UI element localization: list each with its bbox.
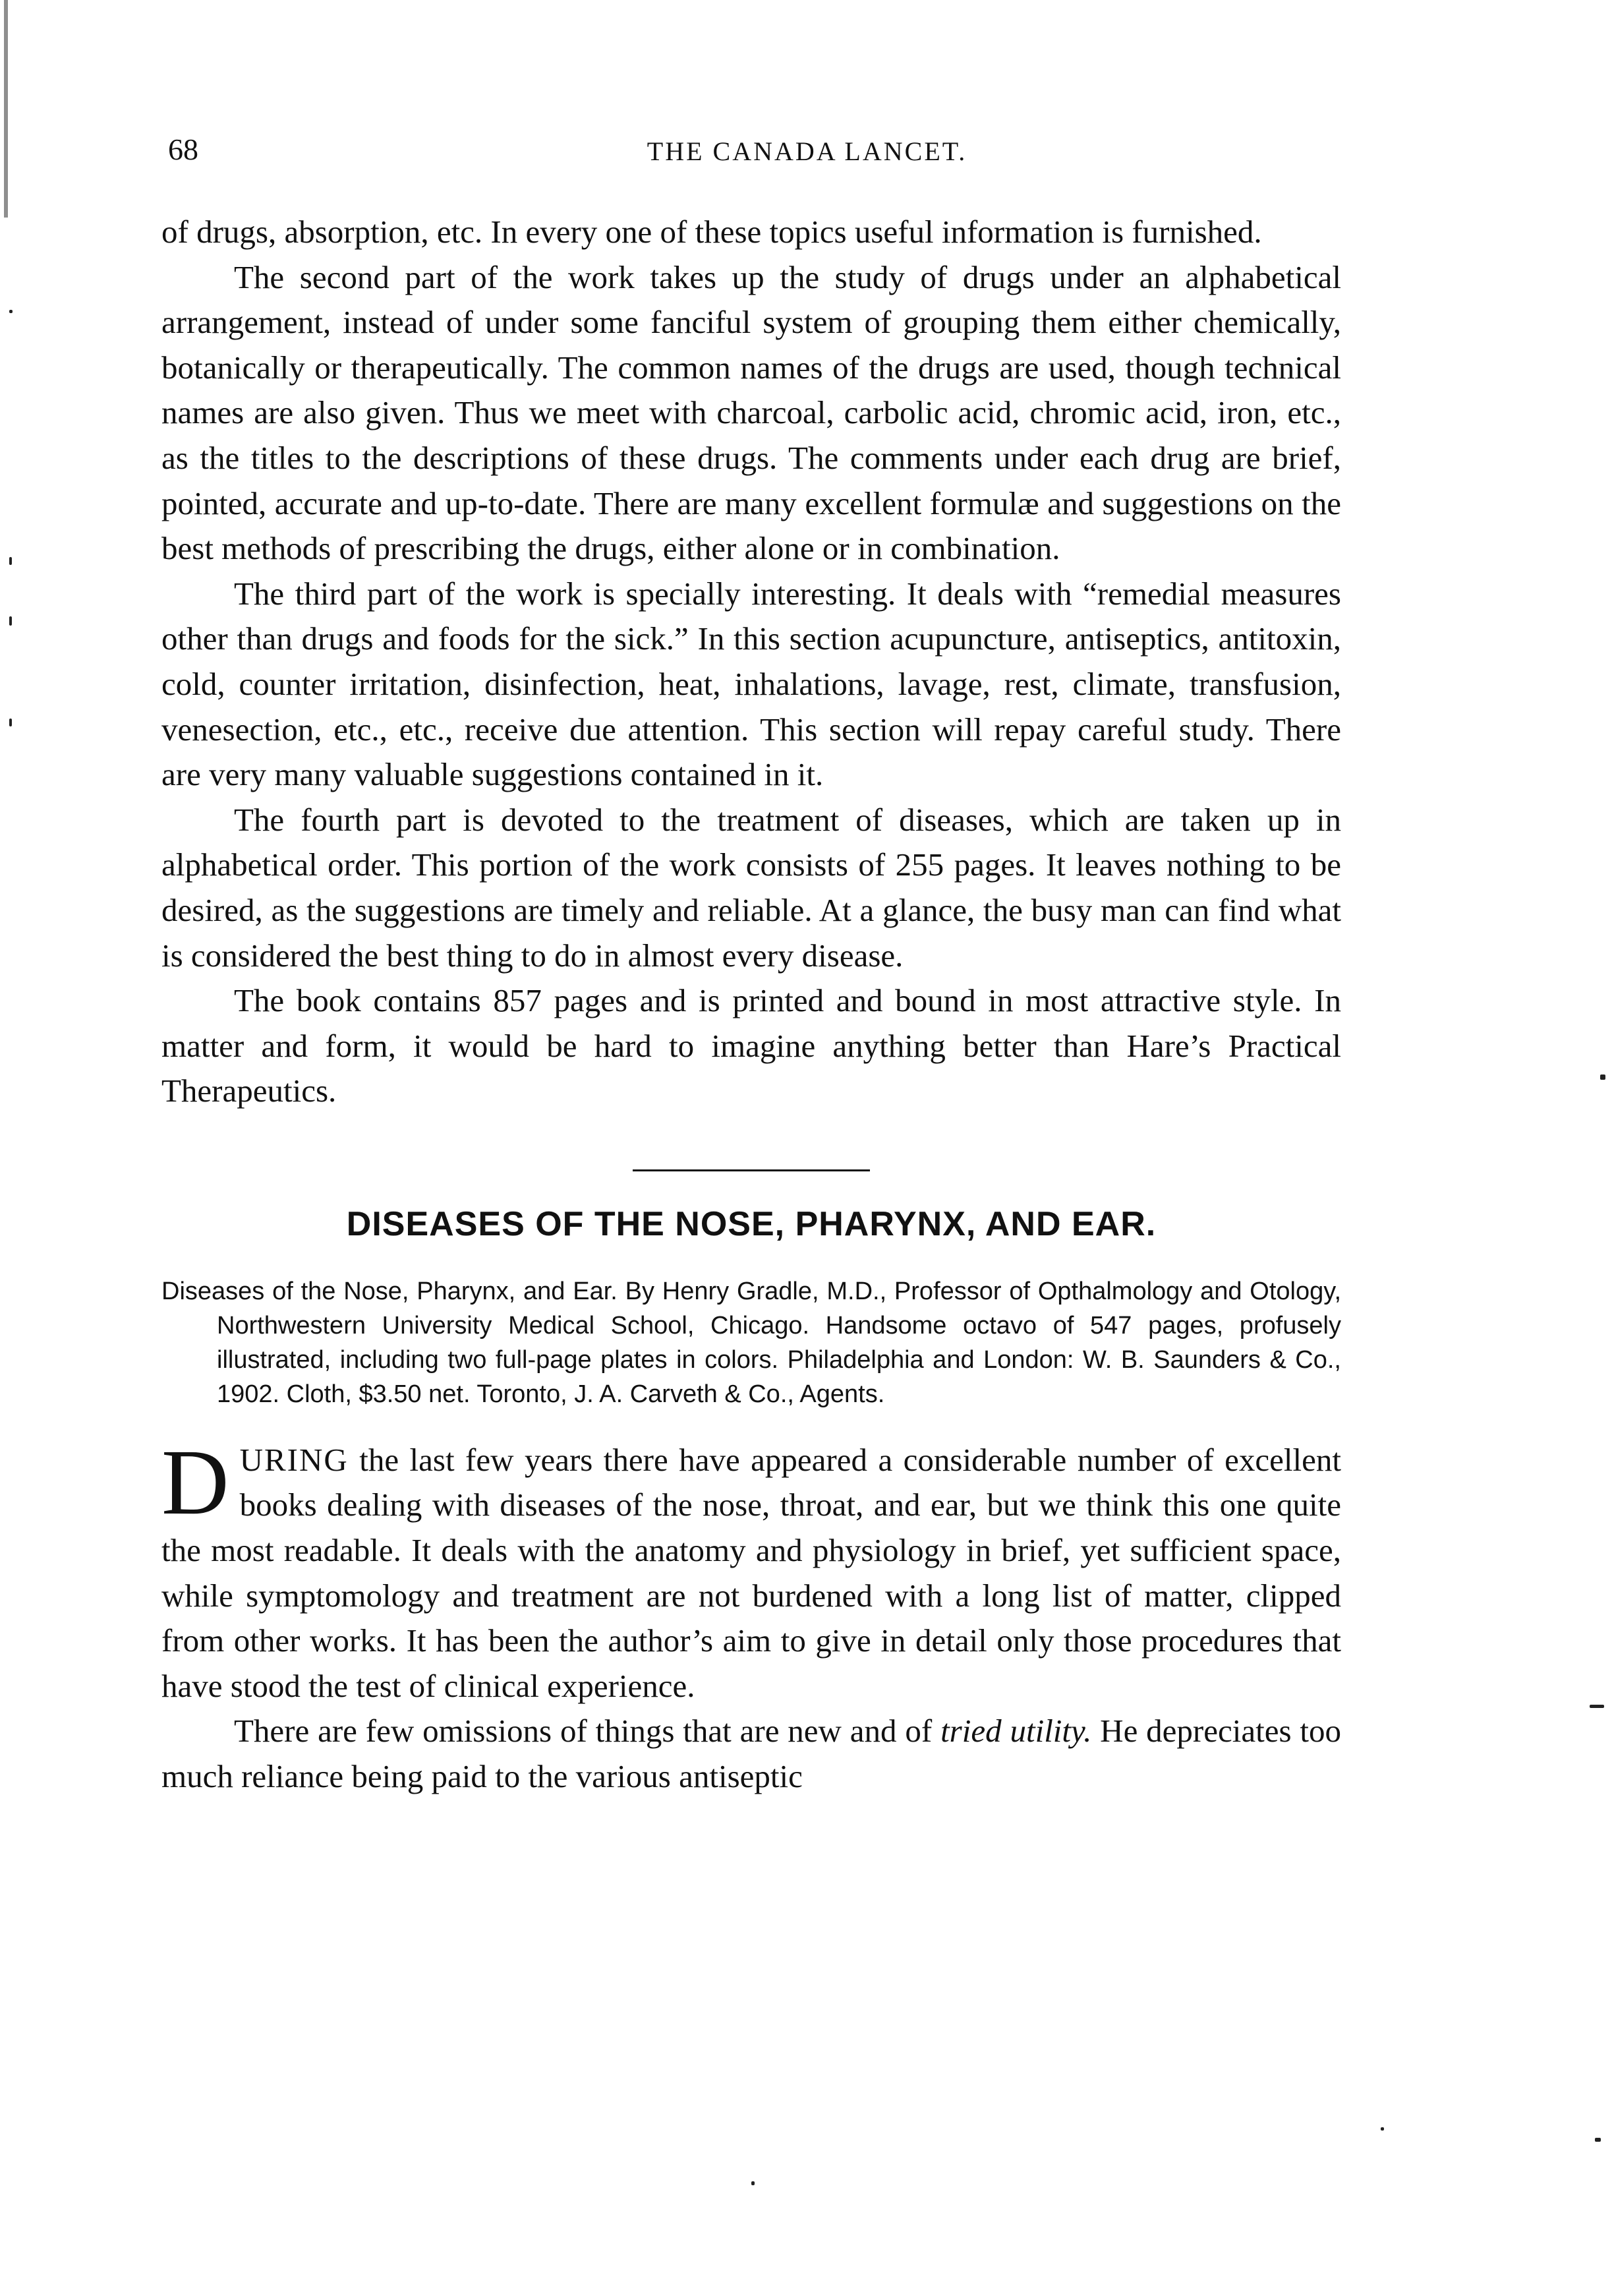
opening-word: URING xyxy=(239,1441,349,1478)
margin-speck xyxy=(1600,1074,1605,1080)
paragraph: of drugs, absorption, etc. In every one of these topics useful information is furnished. xyxy=(161,214,1262,250)
paragraph: The fourth part is devoted to the treatment of diseases, which are taken up in alphabetical order. This portion of the work consists of 255 pages. It leaves nothing to be desired, as the suggestions are timely and reliable. At a glance, the busy man can find what is considered the best thing to do in almost every disease. xyxy=(161,801,1341,974)
opening-paragraph xyxy=(161,1429,1341,1709)
paragraph: The third part of the work is specially interesting. It deals with “remedial measures other than drugs and foods for the sick.” In this section acupuncture, antiseptics, antitoxin, cold, counter irritation, disinfection, heat, inhalations, lavage, rest, climate, transfusion, venesection, etc., etc., receive due attention. This section will repay careful study. There are very many valuable suggestions contained in it. xyxy=(161,575,1341,793)
margin-speck xyxy=(1381,2127,1384,2131)
paragraph: The book contains 857 pages and is printed and bound in most attractive style. In matter and form, it would be hard to imagine anything better than Hare’s Practical Therapeutics. xyxy=(161,982,1341,1109)
margin-speck xyxy=(9,616,12,626)
section-heading: DISEASES OF THE NOSE, PHARYNX, AND EAR. xyxy=(346,1204,1157,1243)
binding-edge-mark xyxy=(4,0,8,218)
running-title: THE CANADA LANCET. xyxy=(647,136,967,166)
paragraph-text: He depreciates too much reliance being paid to the various antiseptic xyxy=(161,1713,1341,1795)
margin-speck xyxy=(9,719,12,726)
page-number: 68 xyxy=(168,132,198,166)
opening-text: the last few years there have appeared a considerable number of excellent books dealing with diseases of the nose, throat, and ear, but we think this one quite the most readable. It deals with the anatomy and physiology in brief, yet sufficient space, while symptomology and treatment are not burdened with a long list of matter, clipped from other works. It has been the author’s aim to give in detail only those procedures that have stood the test of clinical experience. xyxy=(161,1441,1341,1704)
drop-cap: D xyxy=(161,1429,229,1534)
emphasis-text: tried utility. xyxy=(940,1713,1092,1750)
section-divider xyxy=(633,1169,870,1171)
paragraph xyxy=(161,1709,1341,1799)
margin-speck xyxy=(1595,2138,1601,2142)
paragraph: The second part of the work takes up the study of drugs under an alphabetical arrangement, instead of under some fanciful system of grouping them either chemically, botanically or therapeutically. The common names of the drugs are used, though technical names are also given. Thus we meet with charcoal, carbolic acid, chromic acid, iron, etc., as the titles to the descriptions of these drugs. The comments under each drug are brief, pointed, accurate and up-to-date. There are many excellent formulæ and suggestions on the best methods of prescribing the drugs, either alone or in combination. xyxy=(161,258,1341,567)
margin-speck xyxy=(9,557,12,565)
margin-speck xyxy=(751,2181,755,2185)
book-citation: Diseases of the Nose, Pharynx, and Ear. By Henry Gradle, M.D., Professor of Opthalmology and Otology, Northwestern University Medical School, Chicago. Handsome octavo of 547 pages, profusely illustrated, including two full-page plates in colors. Philadelphia and London: W. B. Saunders & Co., 1902. Cloth, $3.50 net. Toronto, J. A. Carveth & Co., Agents. xyxy=(161,1277,1341,1408)
margin-speck xyxy=(1590,1705,1604,1708)
paragraph-text: There are few omissions of things that are new and of xyxy=(234,1713,941,1750)
margin-speck xyxy=(9,310,13,313)
page-body xyxy=(161,210,1341,1800)
